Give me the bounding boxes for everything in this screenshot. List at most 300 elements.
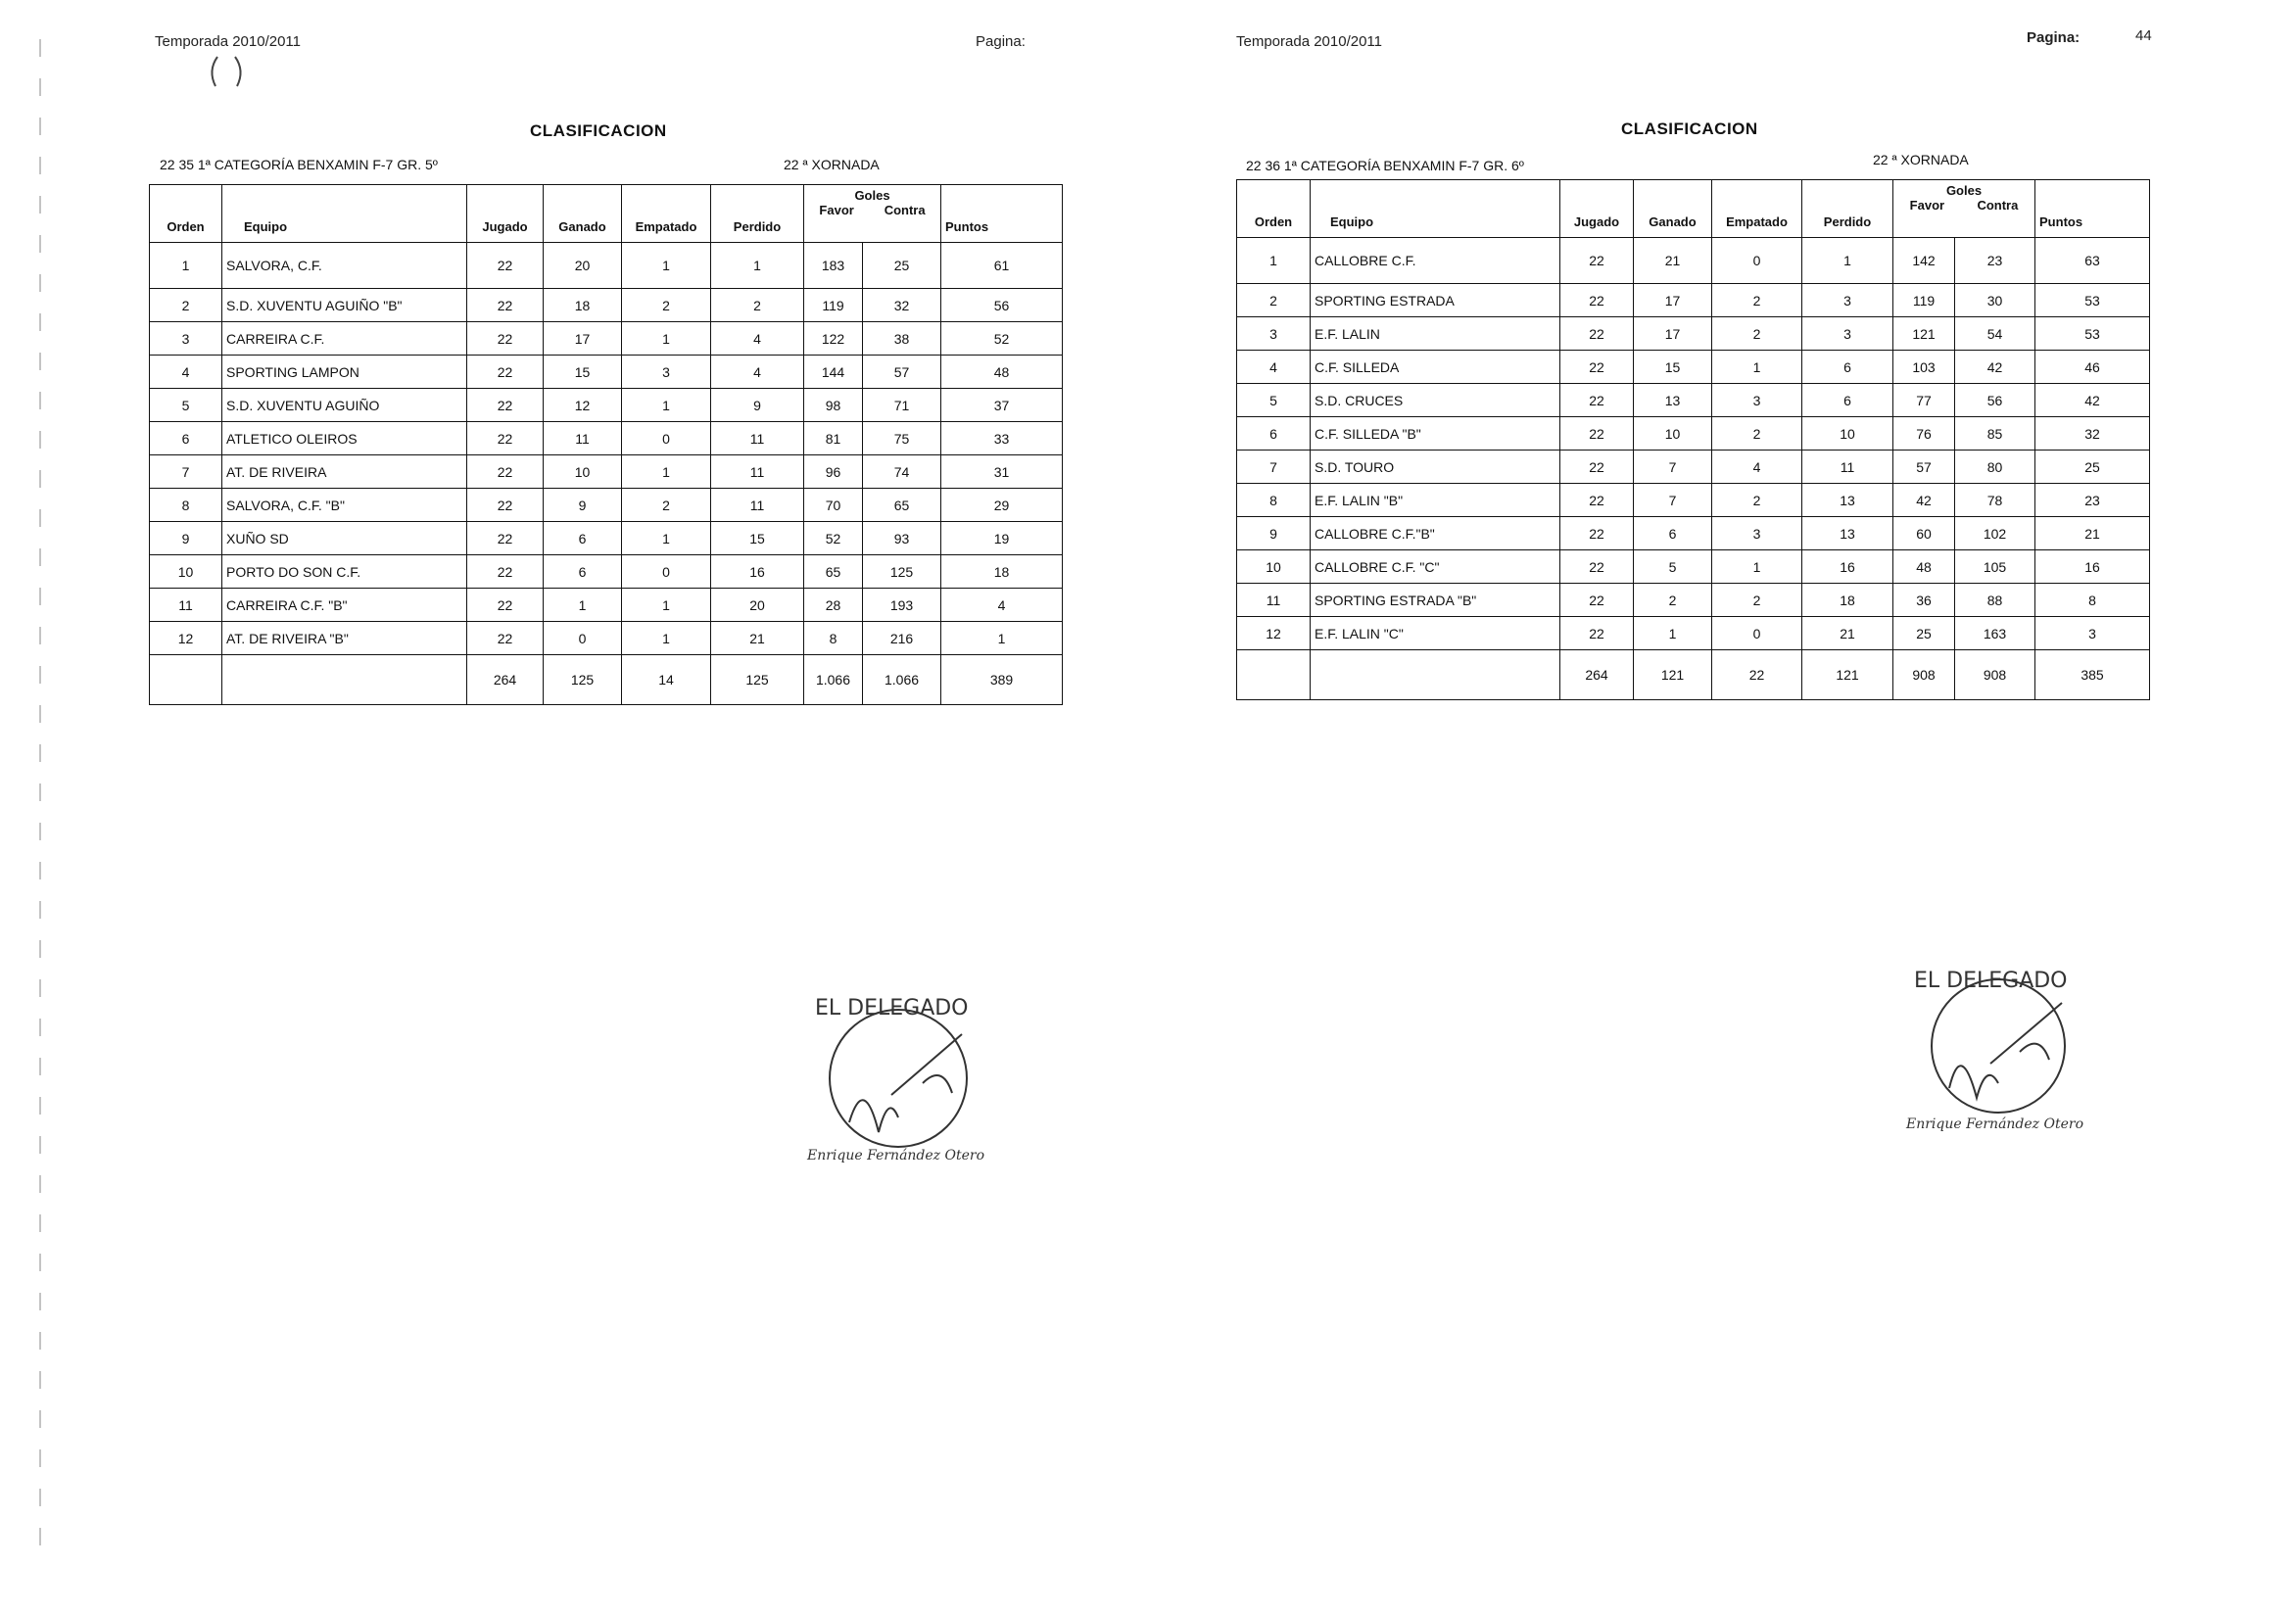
cell-perdido: 10 — [1802, 417, 1893, 451]
cell-empatado: 1 — [622, 455, 711, 489]
cell-jugado: 22 — [1560, 517, 1634, 550]
cell-contra: 85 — [1955, 417, 2035, 451]
col-favor: Favor — [819, 203, 854, 217]
cell-puntos: 25 — [2035, 451, 2150, 484]
cell-perdido: 11 — [711, 455, 804, 489]
cell-puntos: 29 — [941, 489, 1063, 522]
cell-contra: 65 — [863, 489, 941, 522]
season-header: Temporada 2010/2011 — [155, 33, 302, 50]
cell-orden: 3 — [150, 322, 222, 356]
table-row — [1237, 351, 2150, 384]
page-label: Pagina: — [2027, 29, 2081, 46]
delegate-stamp — [805, 985, 991, 1171]
standings-table — [1236, 179, 2150, 700]
cell-puntos: 18 — [941, 555, 1063, 589]
cell-ganado: 6 — [544, 522, 622, 555]
cell-orden: 4 — [150, 356, 222, 389]
cell-puntos: 42 — [2035, 384, 2150, 417]
cell-ganado: 17 — [544, 322, 622, 356]
cell-perdido: 11 — [711, 489, 804, 522]
cell-empatado: 1 — [1712, 550, 1802, 584]
cell-puntos: 19 — [941, 522, 1063, 555]
cell-jugado: 22 — [467, 243, 544, 289]
cell-perdido: 3 — [1802, 284, 1893, 317]
cell-equipo: SALVORA, C.F. "B" — [222, 489, 467, 522]
col-perdido: Perdido — [711, 185, 804, 243]
table-row — [150, 622, 1063, 655]
cell-perdido: 4 — [711, 322, 804, 356]
cell-equipo: SPORTING ESTRADA — [1311, 284, 1560, 317]
page-title: CLASIFICACION — [530, 121, 667, 140]
table-row — [1237, 238, 2150, 284]
total-ganado: 125 — [544, 655, 622, 705]
cell-orden: 6 — [150, 422, 222, 455]
cell-favor: 183 — [804, 243, 863, 289]
cell-contra: 78 — [1955, 484, 2035, 517]
category-label: 22 36 1ª CATEGORÍA BENXAMIN F-7 GR. 6º — [1246, 158, 1524, 173]
cell-empatado: 2 — [1712, 317, 1802, 351]
table-row — [1237, 451, 2150, 484]
cell-jugado: 22 — [467, 422, 544, 455]
total-equipo — [222, 655, 467, 705]
total-empatado: 22 — [1712, 650, 1802, 700]
cell-perdido: 11 — [711, 422, 804, 455]
cell-favor: 48 — [1893, 550, 1955, 584]
cell-contra: 216 — [863, 622, 941, 655]
cell-puntos: 52 — [941, 322, 1063, 356]
cell-jugado: 22 — [467, 589, 544, 622]
table-body — [1237, 238, 2150, 700]
cell-favor: 36 — [1893, 584, 1955, 617]
cell-contra: 125 — [863, 555, 941, 589]
cell-puntos: 1 — [941, 622, 1063, 655]
cell-favor: 60 — [1893, 517, 1955, 550]
cell-orden: 1 — [150, 243, 222, 289]
cell-empatado: 2 — [1712, 417, 1802, 451]
total-ganado: 121 — [1634, 650, 1712, 700]
cell-empatado: 1 — [622, 522, 711, 555]
cell-jugado: 22 — [1560, 617, 1634, 650]
goles-label: Goles — [854, 188, 890, 203]
cell-equipo: S.D. XUVENTU AGUIÑO — [222, 389, 467, 422]
cell-jugado: 22 — [467, 455, 544, 489]
cell-ganado: 2 — [1634, 584, 1712, 617]
cell-favor: 81 — [804, 422, 863, 455]
page-number: 44 — [2135, 27, 2152, 44]
cell-perdido: 3 — [1802, 317, 1893, 351]
cell-perdido: 16 — [1802, 550, 1893, 584]
table-row — [1237, 384, 2150, 417]
cell-puntos: 3 — [2035, 617, 2150, 650]
col-puntos: Puntos — [941, 185, 1063, 243]
cell-puntos: 61 — [941, 243, 1063, 289]
cell-favor: 8 — [804, 622, 863, 655]
cell-favor: 144 — [804, 356, 863, 389]
cell-empatado: 2 — [1712, 284, 1802, 317]
table-row — [150, 289, 1063, 322]
col-ganado: Ganado — [1634, 180, 1712, 238]
cell-favor: 142 — [1893, 238, 1955, 284]
cell-puntos: 21 — [2035, 517, 2150, 550]
cell-jugado: 22 — [1560, 417, 1634, 451]
cell-empatado: 3 — [622, 356, 711, 389]
table-row — [150, 389, 1063, 422]
total-orden — [150, 655, 222, 705]
cell-perdido: 1 — [711, 243, 804, 289]
cell-puntos: 48 — [941, 356, 1063, 389]
cell-perdido: 15 — [711, 522, 804, 555]
cell-jugado: 22 — [1560, 451, 1634, 484]
col-goles — [804, 185, 941, 243]
page-label: Pagina: — [976, 33, 1026, 50]
cell-contra: 57 — [863, 356, 941, 389]
cell-ganado: 1 — [544, 589, 622, 622]
table-row — [1237, 617, 2150, 650]
cell-contra: 25 — [863, 243, 941, 289]
col-jugado: Jugado — [467, 185, 544, 243]
cell-ganado: 6 — [544, 555, 622, 589]
cell-jugado: 22 — [1560, 484, 1634, 517]
cell-ganado: 1 — [1634, 617, 1712, 650]
cell-equipo: CARREIRA C.F. — [222, 322, 467, 356]
cell-empatado: 0 — [622, 422, 711, 455]
cell-favor: 52 — [804, 522, 863, 555]
cell-jugado: 22 — [467, 555, 544, 589]
table-row — [150, 356, 1063, 389]
col-orden: Orden — [1237, 180, 1311, 238]
cell-contra: 80 — [1955, 451, 2035, 484]
cell-orden: 12 — [1237, 617, 1311, 650]
cell-perdido: 13 — [1802, 484, 1893, 517]
table-row — [150, 589, 1063, 622]
cell-perdido: 21 — [1802, 617, 1893, 650]
cell-favor: 76 — [1893, 417, 1955, 451]
cell-orden: 2 — [1237, 284, 1311, 317]
cell-empatado: 1 — [622, 243, 711, 289]
table-row — [150, 555, 1063, 589]
cell-contra: 163 — [1955, 617, 2035, 650]
cell-equipo: SPORTING ESTRADA "B" — [1311, 584, 1560, 617]
cell-ganado: 18 — [544, 289, 622, 322]
cell-ganado: 5 — [1634, 550, 1712, 584]
cell-contra: 56 — [1955, 384, 2035, 417]
cell-orden: 9 — [1237, 517, 1311, 550]
cell-equipo: SALVORA, C.F. — [222, 243, 467, 289]
standings-table — [149, 184, 1063, 705]
col-goles — [1893, 180, 2035, 238]
cell-favor: 42 — [1893, 484, 1955, 517]
col-empatado: Empatado — [1712, 180, 1802, 238]
cell-jugado: 22 — [467, 622, 544, 655]
cell-empatado: 1 — [622, 622, 711, 655]
page-title: CLASIFICACION — [1621, 119, 1758, 138]
col-equipo: Equipo — [222, 185, 467, 243]
stamp-name: Enrique Fernández Otero — [807, 1148, 985, 1163]
table-row — [150, 522, 1063, 555]
cell-contra: 74 — [863, 455, 941, 489]
cell-empatado: 2 — [1712, 484, 1802, 517]
cell-orden: 11 — [150, 589, 222, 622]
cell-contra: 75 — [863, 422, 941, 455]
cell-orden: 1 — [1237, 238, 1311, 284]
page-right — [1148, 0, 2296, 1614]
cell-ganado: 15 — [544, 356, 622, 389]
cell-jugado: 22 — [1560, 384, 1634, 417]
total-contra: 1.066 — [863, 655, 941, 705]
total-puntos: 385 — [2035, 650, 2150, 700]
cell-orden: 8 — [150, 489, 222, 522]
cell-empatado: 2 — [622, 489, 711, 522]
cell-perdido: 20 — [711, 589, 804, 622]
total-perdido: 121 — [1802, 650, 1893, 700]
cell-puntos: 23 — [2035, 484, 2150, 517]
col-ganado: Ganado — [544, 185, 622, 243]
cell-ganado: 10 — [1634, 417, 1712, 451]
cell-equipo: SPORTING LAMPON — [222, 356, 467, 389]
cell-empatado: 4 — [1712, 451, 1802, 484]
cell-equipo: C.F. SILLEDA — [1311, 351, 1560, 384]
col-contra: Contra — [1977, 198, 2019, 213]
cell-perdido: 16 — [711, 555, 804, 589]
hole-punch-mark — [204, 49, 249, 94]
cell-equipo: PORTO DO SON C.F. — [222, 555, 467, 589]
col-favor: Favor — [1909, 198, 1945, 213]
stamp-title: EL DELEGADO — [815, 996, 969, 1021]
cell-puntos: 31 — [941, 455, 1063, 489]
cell-ganado: 12 — [544, 389, 622, 422]
col-perdido: Perdido — [1802, 180, 1893, 238]
cell-orden: 8 — [1237, 484, 1311, 517]
cell-empatado: 1 — [622, 322, 711, 356]
cell-orden: 7 — [1237, 451, 1311, 484]
cell-empatado: 2 — [1712, 584, 1802, 617]
cell-equipo: CALLOBRE C.F."B" — [1311, 517, 1560, 550]
table-row — [1237, 417, 2150, 451]
cell-ganado: 13 — [1634, 384, 1712, 417]
cell-jugado: 22 — [1560, 550, 1634, 584]
table-row — [1237, 517, 2150, 550]
col-jugado: Jugado — [1560, 180, 1634, 238]
cell-favor: 98 — [804, 389, 863, 422]
cell-orden: 11 — [1237, 584, 1311, 617]
cell-empatado: 0 — [1712, 238, 1802, 284]
cell-orden: 5 — [150, 389, 222, 422]
total-empatado: 14 — [622, 655, 711, 705]
col-contra: Contra — [884, 203, 926, 217]
cell-ganado: 0 — [544, 622, 622, 655]
cell-equipo: XUÑO SD — [222, 522, 467, 555]
cell-orden: 3 — [1237, 317, 1311, 351]
total-jugado: 264 — [1560, 650, 1634, 700]
cell-puntos: 53 — [2035, 284, 2150, 317]
cell-orden: 6 — [1237, 417, 1311, 451]
cell-empatado: 3 — [1712, 384, 1802, 417]
total-puntos: 389 — [941, 655, 1063, 705]
cell-perdido: 4 — [711, 356, 804, 389]
cell-jugado: 22 — [467, 389, 544, 422]
cell-equipo: ATLETICO OLEIROS — [222, 422, 467, 455]
cell-perdido: 2 — [711, 289, 804, 322]
table-row — [1237, 550, 2150, 584]
cell-contra: 30 — [1955, 284, 2035, 317]
cell-favor: 119 — [1893, 284, 1955, 317]
table-row — [1237, 284, 2150, 317]
cell-favor: 70 — [804, 489, 863, 522]
cell-orden: 12 — [150, 622, 222, 655]
cell-empatado: 1 — [622, 389, 711, 422]
cell-jugado: 22 — [467, 522, 544, 555]
total-equipo — [1311, 650, 1560, 700]
cell-empatado: 0 — [622, 555, 711, 589]
total-perdido: 125 — [711, 655, 804, 705]
totals-row — [1237, 650, 2150, 700]
table-row — [1237, 484, 2150, 517]
cell-orden: 7 — [150, 455, 222, 489]
table-row — [150, 422, 1063, 455]
cell-perdido: 13 — [1802, 517, 1893, 550]
cell-perdido: 21 — [711, 622, 804, 655]
cell-perdido: 9 — [711, 389, 804, 422]
cell-contra: 71 — [863, 389, 941, 422]
cell-perdido: 11 — [1802, 451, 1893, 484]
cell-empatado: 0 — [1712, 617, 1802, 650]
cell-jugado: 22 — [1560, 238, 1634, 284]
jornada-label: 22 ª XORNADA — [1873, 152, 1969, 167]
table-row — [150, 322, 1063, 356]
cell-contra: 88 — [1955, 584, 2035, 617]
cell-jugado: 22 — [467, 289, 544, 322]
cell-puntos: 32 — [2035, 417, 2150, 451]
cell-jugado: 22 — [467, 322, 544, 356]
cell-empatado: 3 — [1712, 517, 1802, 550]
col-puntos: Puntos — [2035, 180, 2150, 238]
cell-puntos: 37 — [941, 389, 1063, 422]
stamp-title: EL DELEGADO — [1914, 969, 2068, 993]
delegate-stamp — [1900, 956, 2096, 1142]
goles-label: Goles — [1945, 183, 1983, 198]
table-row — [1237, 584, 2150, 617]
cell-puntos: 33 — [941, 422, 1063, 455]
cell-puntos: 46 — [2035, 351, 2150, 384]
cell-contra: 93 — [863, 522, 941, 555]
cell-equipo: E.F. LALIN "B" — [1311, 484, 1560, 517]
cell-perdido: 6 — [1802, 351, 1893, 384]
total-favor: 1.066 — [804, 655, 863, 705]
cell-contra: 42 — [1955, 351, 2035, 384]
cell-equipo: E.F. LALIN "C" — [1311, 617, 1560, 650]
cell-puntos: 53 — [2035, 317, 2150, 351]
cell-orden: 10 — [150, 555, 222, 589]
table-row — [150, 489, 1063, 522]
total-contra: 908 — [1955, 650, 2035, 700]
cell-perdido: 6 — [1802, 384, 1893, 417]
totals-row — [150, 655, 1063, 705]
cell-contra: 32 — [863, 289, 941, 322]
cell-equipo: CARREIRA C.F. "B" — [222, 589, 467, 622]
cell-favor: 103 — [1893, 351, 1955, 384]
cell-puntos: 4 — [941, 589, 1063, 622]
col-empatado: Empatado — [622, 185, 711, 243]
table-row — [1237, 317, 2150, 351]
cell-empatado: 2 — [622, 289, 711, 322]
cell-equipo: C.F. SILLEDA "B" — [1311, 417, 1560, 451]
cell-jugado: 22 — [1560, 284, 1634, 317]
col-orden: Orden — [150, 185, 222, 243]
cell-empatado: 1 — [1712, 351, 1802, 384]
season-header: Temporada 2010/2011 — [1236, 33, 1383, 50]
cell-contra: 193 — [863, 589, 941, 622]
cell-favor: 122 — [804, 322, 863, 356]
cell-orden: 10 — [1237, 550, 1311, 584]
cell-equipo: E.F. LALIN — [1311, 317, 1560, 351]
cell-favor: 65 — [804, 555, 863, 589]
cell-perdido: 18 — [1802, 584, 1893, 617]
cell-ganado: 9 — [544, 489, 622, 522]
cell-jugado: 22 — [1560, 351, 1634, 384]
cell-puntos: 8 — [2035, 584, 2150, 617]
cell-favor: 96 — [804, 455, 863, 489]
cell-ganado: 20 — [544, 243, 622, 289]
cell-contra: 38 — [863, 322, 941, 356]
total-orden — [1237, 650, 1311, 700]
cell-jugado: 22 — [467, 489, 544, 522]
cell-perdido: 1 — [1802, 238, 1893, 284]
cell-ganado: 21 — [1634, 238, 1712, 284]
cell-contra: 23 — [1955, 238, 2035, 284]
col-equipo: Equipo — [1311, 180, 1560, 238]
cell-puntos: 16 — [2035, 550, 2150, 584]
category-label: 22 35 1ª CATEGORÍA BENXAMIN F-7 GR. 5º — [160, 157, 438, 172]
cell-ganado: 7 — [1634, 451, 1712, 484]
cell-orden: 4 — [1237, 351, 1311, 384]
cell-equipo: S.D. TOURO — [1311, 451, 1560, 484]
cell-orden: 2 — [150, 289, 222, 322]
cell-equipo: S.D. XUVENTU AGUIÑO "B" — [222, 289, 467, 322]
cell-favor: 77 — [1893, 384, 1955, 417]
cell-equipo: S.D. CRUCES — [1311, 384, 1560, 417]
total-favor: 908 — [1893, 650, 1955, 700]
stamp-name: Enrique Fernández Otero — [1906, 1116, 2084, 1132]
cell-contra: 102 — [1955, 517, 2035, 550]
cell-ganado: 15 — [1634, 351, 1712, 384]
table-row — [150, 455, 1063, 489]
cell-favor: 57 — [1893, 451, 1955, 484]
cell-favor: 121 — [1893, 317, 1955, 351]
table-header-row — [150, 185, 1063, 243]
cell-puntos: 56 — [941, 289, 1063, 322]
cell-ganado: 7 — [1634, 484, 1712, 517]
cell-puntos: 63 — [2035, 238, 2150, 284]
cell-orden: 9 — [150, 522, 222, 555]
table-row — [150, 243, 1063, 289]
cell-equipo: CALLOBRE C.F. "C" — [1311, 550, 1560, 584]
cell-favor: 119 — [804, 289, 863, 322]
jornada-label: 22 ª XORNADA — [784, 157, 880, 172]
cell-jugado: 22 — [1560, 317, 1634, 351]
cell-orden: 5 — [1237, 384, 1311, 417]
cell-ganado: 17 — [1634, 284, 1712, 317]
cell-equipo: AT. DE RIVEIRA — [222, 455, 467, 489]
cell-ganado: 17 — [1634, 317, 1712, 351]
cell-jugado: 22 — [1560, 584, 1634, 617]
cell-jugado: 22 — [467, 356, 544, 389]
cell-ganado: 6 — [1634, 517, 1712, 550]
cell-ganado: 10 — [544, 455, 622, 489]
cell-empatado: 1 — [622, 589, 711, 622]
table-header-row — [1237, 180, 2150, 238]
table-body — [150, 243, 1063, 705]
cell-ganado: 11 — [544, 422, 622, 455]
